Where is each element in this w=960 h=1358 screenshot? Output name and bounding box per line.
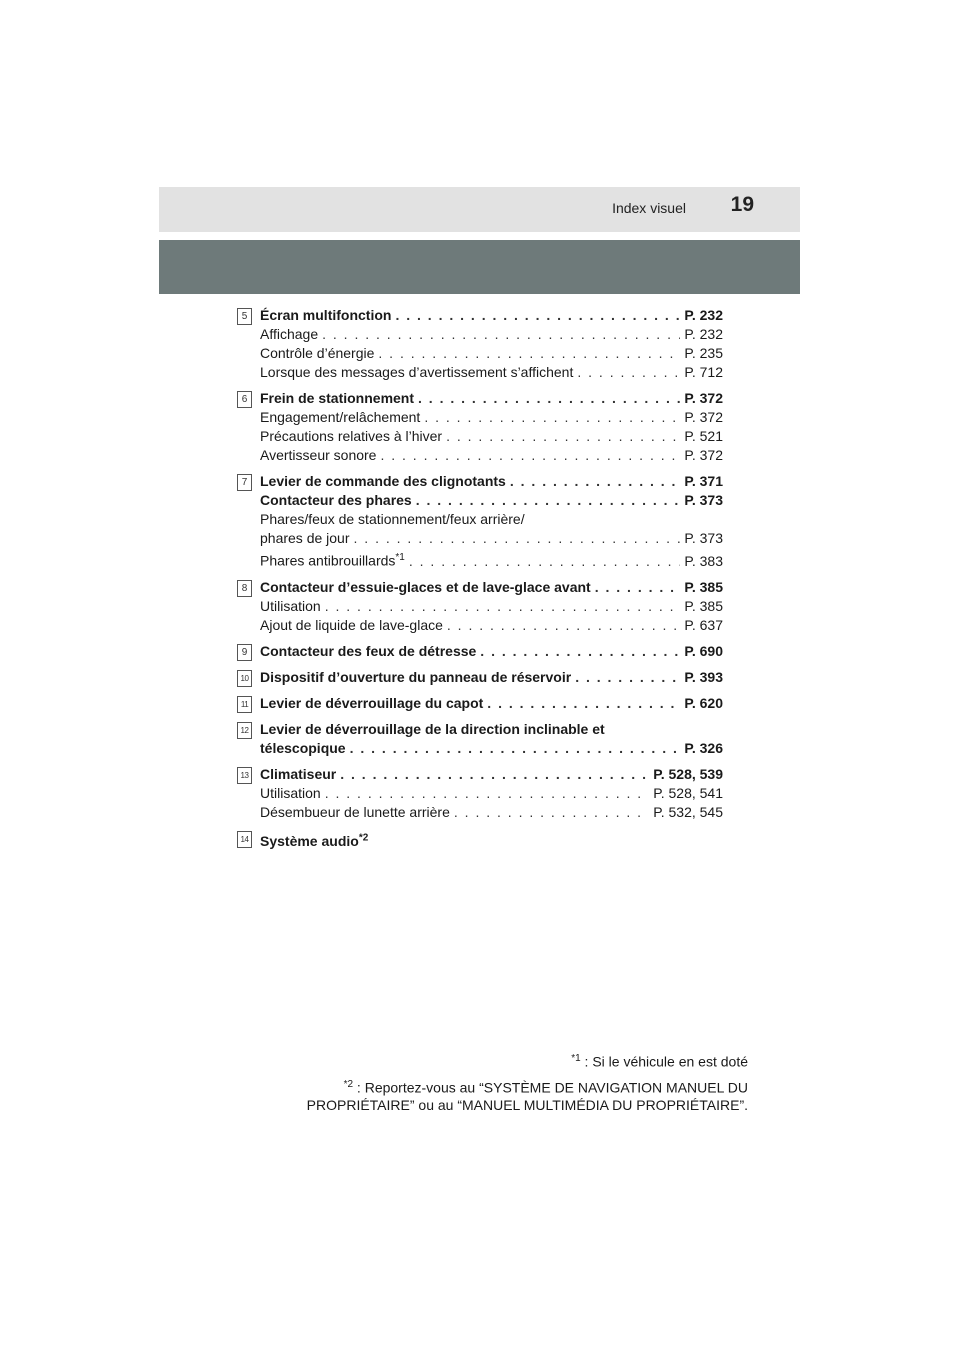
index-entry: [237, 389, 723, 465]
entry-label-text: Contacteur des phares: [260, 492, 412, 508]
index-entry: [237, 829, 723, 852]
page-reference[interactable]: P. 385: [684, 597, 723, 614]
index-entry: [237, 720, 723, 758]
dot-leader: [409, 552, 680, 571]
dot-leader: [480, 642, 680, 661]
page-reference[interactable]: P. 232: [684, 326, 723, 342]
entry-label-text: Climatiseur: [260, 765, 337, 782]
entry-label-text: Utilisation: [260, 597, 321, 614]
entry-label-text: Écran multifonction: [260, 307, 392, 323]
entry-label-text: Contrôle d’énergie: [260, 345, 375, 361]
page-reference[interactable]: P. 712: [684, 364, 723, 380]
page-reference[interactable]: P. 373: [684, 530, 723, 546]
dot-leader: [595, 578, 681, 597]
entry-label-text: Levier de déverrouillage du capot: [260, 694, 484, 711]
entry-label: [260, 548, 405, 571]
dot-leader: [380, 446, 680, 465]
index-list: [237, 306, 723, 858]
entry-label: [260, 363, 573, 382]
page-number: 19: [730, 193, 754, 216]
page-reference[interactable]: P. 326: [684, 739, 723, 756]
dot-leader: [395, 306, 680, 325]
entry-number-badge: 6: [237, 391, 252, 408]
dot-leader: [418, 389, 680, 408]
entry-line: [260, 389, 723, 408]
footnote-1-mark: *1: [571, 1053, 581, 1064]
page-reference[interactable]: P. 372: [684, 390, 723, 406]
entry-label-text: Système audio: [260, 833, 359, 850]
section-title: Index visuel: [612, 200, 686, 216]
page-reference[interactable]: P. 383: [684, 552, 723, 569]
page-reference[interactable]: P. 393: [684, 668, 723, 685]
entry-label-text: Levier de commande des clignotants: [260, 473, 506, 489]
entry-label-text: Précautions relatives à l’hiver: [260, 428, 443, 444]
entry-line: [260, 739, 723, 758]
footnote-2-text-1: : Reportez-vous au “SYSTÈME DE NAVIGATION MANUEL DU: [353, 1079, 748, 1096]
dot-leader: [322, 325, 680, 344]
entry-line: [260, 548, 723, 571]
dot-leader: [340, 765, 649, 784]
entry-number-badge: 14: [237, 831, 252, 848]
entry-label-text: Engagement/relâchement: [260, 409, 421, 425]
footnote-2-text-2: PROPRIÉTAIRE” ou au “MANUEL MULTIMÉDIA DU PROPRIÉTAIRE”.: [306, 1097, 748, 1114]
dot-leader: [378, 344, 680, 363]
page-reference[interactable]: P. 371: [684, 473, 723, 489]
page-reference[interactable]: P. 521: [684, 428, 723, 444]
entry-label: [260, 721, 605, 737]
dot-leader: [424, 408, 680, 427]
page-reference[interactable]: P. 637: [684, 616, 723, 633]
footnote-1-text: : Si le véhicule en est doté: [580, 1053, 748, 1070]
entry-label: [260, 642, 476, 661]
entry-line: [260, 446, 723, 465]
entry-line: [260, 597, 723, 616]
entry-number-badge: 12: [237, 722, 252, 739]
dot-leader: [487, 694, 680, 713]
page-reference[interactable]: P. 528, 539: [653, 765, 723, 782]
entry-line: [260, 642, 723, 661]
index-entry: [237, 765, 723, 822]
entry-label-text: Désembueur de lunette arrière: [260, 803, 450, 820]
entry-line: [260, 491, 723, 510]
entry-line: [260, 472, 723, 491]
entry-number-badge: 11: [237, 696, 252, 713]
entry-line: [260, 344, 723, 363]
footnote-marker: *2: [358, 832, 369, 844]
entry-label-text: télescopique: [260, 739, 346, 756]
entry-label-text: Ajout de liquide de lave-glace: [260, 616, 443, 633]
entry-line: [260, 578, 723, 597]
entry-label-text: Frein de stationnement: [260, 390, 415, 406]
index-entry: [237, 694, 723, 713]
dot-leader: [454, 803, 649, 822]
entry-label: [260, 511, 525, 527]
entry-number-badge: 13: [237, 767, 252, 784]
entry-label-text: Contacteur d’essuie-glaces et de lave-glace avant: [260, 578, 591, 595]
entry-number-badge: 10: [237, 670, 252, 687]
entry-line: [260, 784, 723, 803]
page-reference[interactable]: P. 690: [684, 642, 723, 659]
entry-label: [260, 739, 346, 758]
entry-label: [260, 529, 350, 548]
entry-line: [260, 408, 723, 427]
page-reference[interactable]: P. 235: [684, 345, 723, 361]
entry-label: [260, 389, 414, 408]
entry-label: [260, 408, 420, 427]
entry-line: [260, 765, 723, 784]
index-entry: [237, 668, 723, 687]
dot-leader: [575, 668, 680, 687]
entry-line: [260, 668, 723, 687]
entry-line: [260, 694, 723, 713]
entry-line: [260, 803, 723, 822]
page-reference[interactable]: P. 385: [684, 578, 723, 595]
dot-leader: [446, 427, 680, 446]
entry-label-text: Utilisation: [260, 784, 321, 801]
entry-number-badge: 9: [237, 644, 252, 661]
entry-label: [260, 306, 391, 325]
entry-label: [260, 344, 374, 363]
entry-line: [260, 363, 723, 382]
dot-leader: [325, 784, 649, 803]
page-reference[interactable]: P. 232: [684, 307, 723, 323]
entry-line: [260, 829, 723, 852]
dot-leader: [354, 529, 681, 548]
section-banner: [159, 240, 800, 294]
page-reference[interactable]: P. 372: [684, 409, 723, 425]
entry-line: [260, 720, 723, 739]
entry-label: [260, 765, 336, 784]
entry-line: [260, 427, 723, 446]
entry-line: [260, 529, 723, 548]
page-reference[interactable]: P. 372: [684, 447, 723, 463]
entry-label: [260, 668, 571, 687]
footnote-marker: *1: [395, 552, 405, 563]
entry-number-badge: 8: [237, 580, 252, 597]
dot-leader: [416, 491, 681, 510]
footnote-2-mark: *2: [343, 1078, 354, 1090]
entry-label-text: Contacteur des feux de détresse: [260, 642, 477, 659]
dot-leader: [447, 616, 680, 635]
entry-label: [260, 472, 506, 491]
entry-label: [260, 446, 376, 465]
dot-leader: [577, 363, 680, 382]
page-reference[interactable]: P. 620: [684, 694, 723, 711]
footnotes: [307, 1053, 748, 1114]
dot-leader: [325, 597, 681, 616]
index-entry: [237, 642, 723, 661]
entry-label-text: Dispositif d’ouverture du panneau de réservoir: [260, 668, 572, 685]
entry-line: [260, 510, 723, 529]
entry-number-badge: 7: [237, 474, 252, 491]
entry-label: [260, 616, 443, 635]
entry-label: [260, 694, 483, 713]
entry-label-text: phares de jour: [260, 530, 350, 546]
entry-label: [260, 833, 368, 849]
dot-leader: [350, 739, 681, 758]
entry-line: [260, 306, 723, 325]
entry-label-text: Levier de déverrouillage de la direction inclinable et: [260, 720, 605, 737]
entry-number-badge: 5: [237, 308, 252, 325]
entry-label: [260, 578, 591, 597]
entry-label: [260, 325, 318, 344]
dot-leader: [510, 472, 680, 491]
entry-label: [260, 491, 412, 510]
entry-label: [260, 427, 442, 446]
index-entry: [237, 472, 723, 571]
page-reference[interactable]: P. 532, 545: [653, 803, 723, 820]
entry-label-text: Affichage: [260, 326, 319, 342]
page-reference[interactable]: P. 373: [684, 492, 723, 508]
entry-line: [260, 325, 723, 344]
footnote-2: [307, 1076, 748, 1115]
entry-label-text: Phares antibrouillards: [260, 552, 396, 569]
entry-line: [260, 616, 723, 635]
entry-label-text: Phares/feux de stationnement/feux arrière/: [260, 511, 525, 527]
entry-label-text: Avertisseur sonore: [260, 447, 377, 463]
index-entry: [237, 578, 723, 635]
page-reference[interactable]: P. 528, 541: [653, 784, 723, 801]
entry-label: [260, 784, 321, 803]
footnote-1: [307, 1053, 748, 1070]
index-entry: [237, 306, 723, 382]
entry-label-text: Lorsque des messages d’avertissement s’affichent: [260, 364, 574, 380]
entry-label: [260, 803, 450, 822]
entry-label: [260, 597, 321, 616]
page-header: [159, 187, 800, 232]
